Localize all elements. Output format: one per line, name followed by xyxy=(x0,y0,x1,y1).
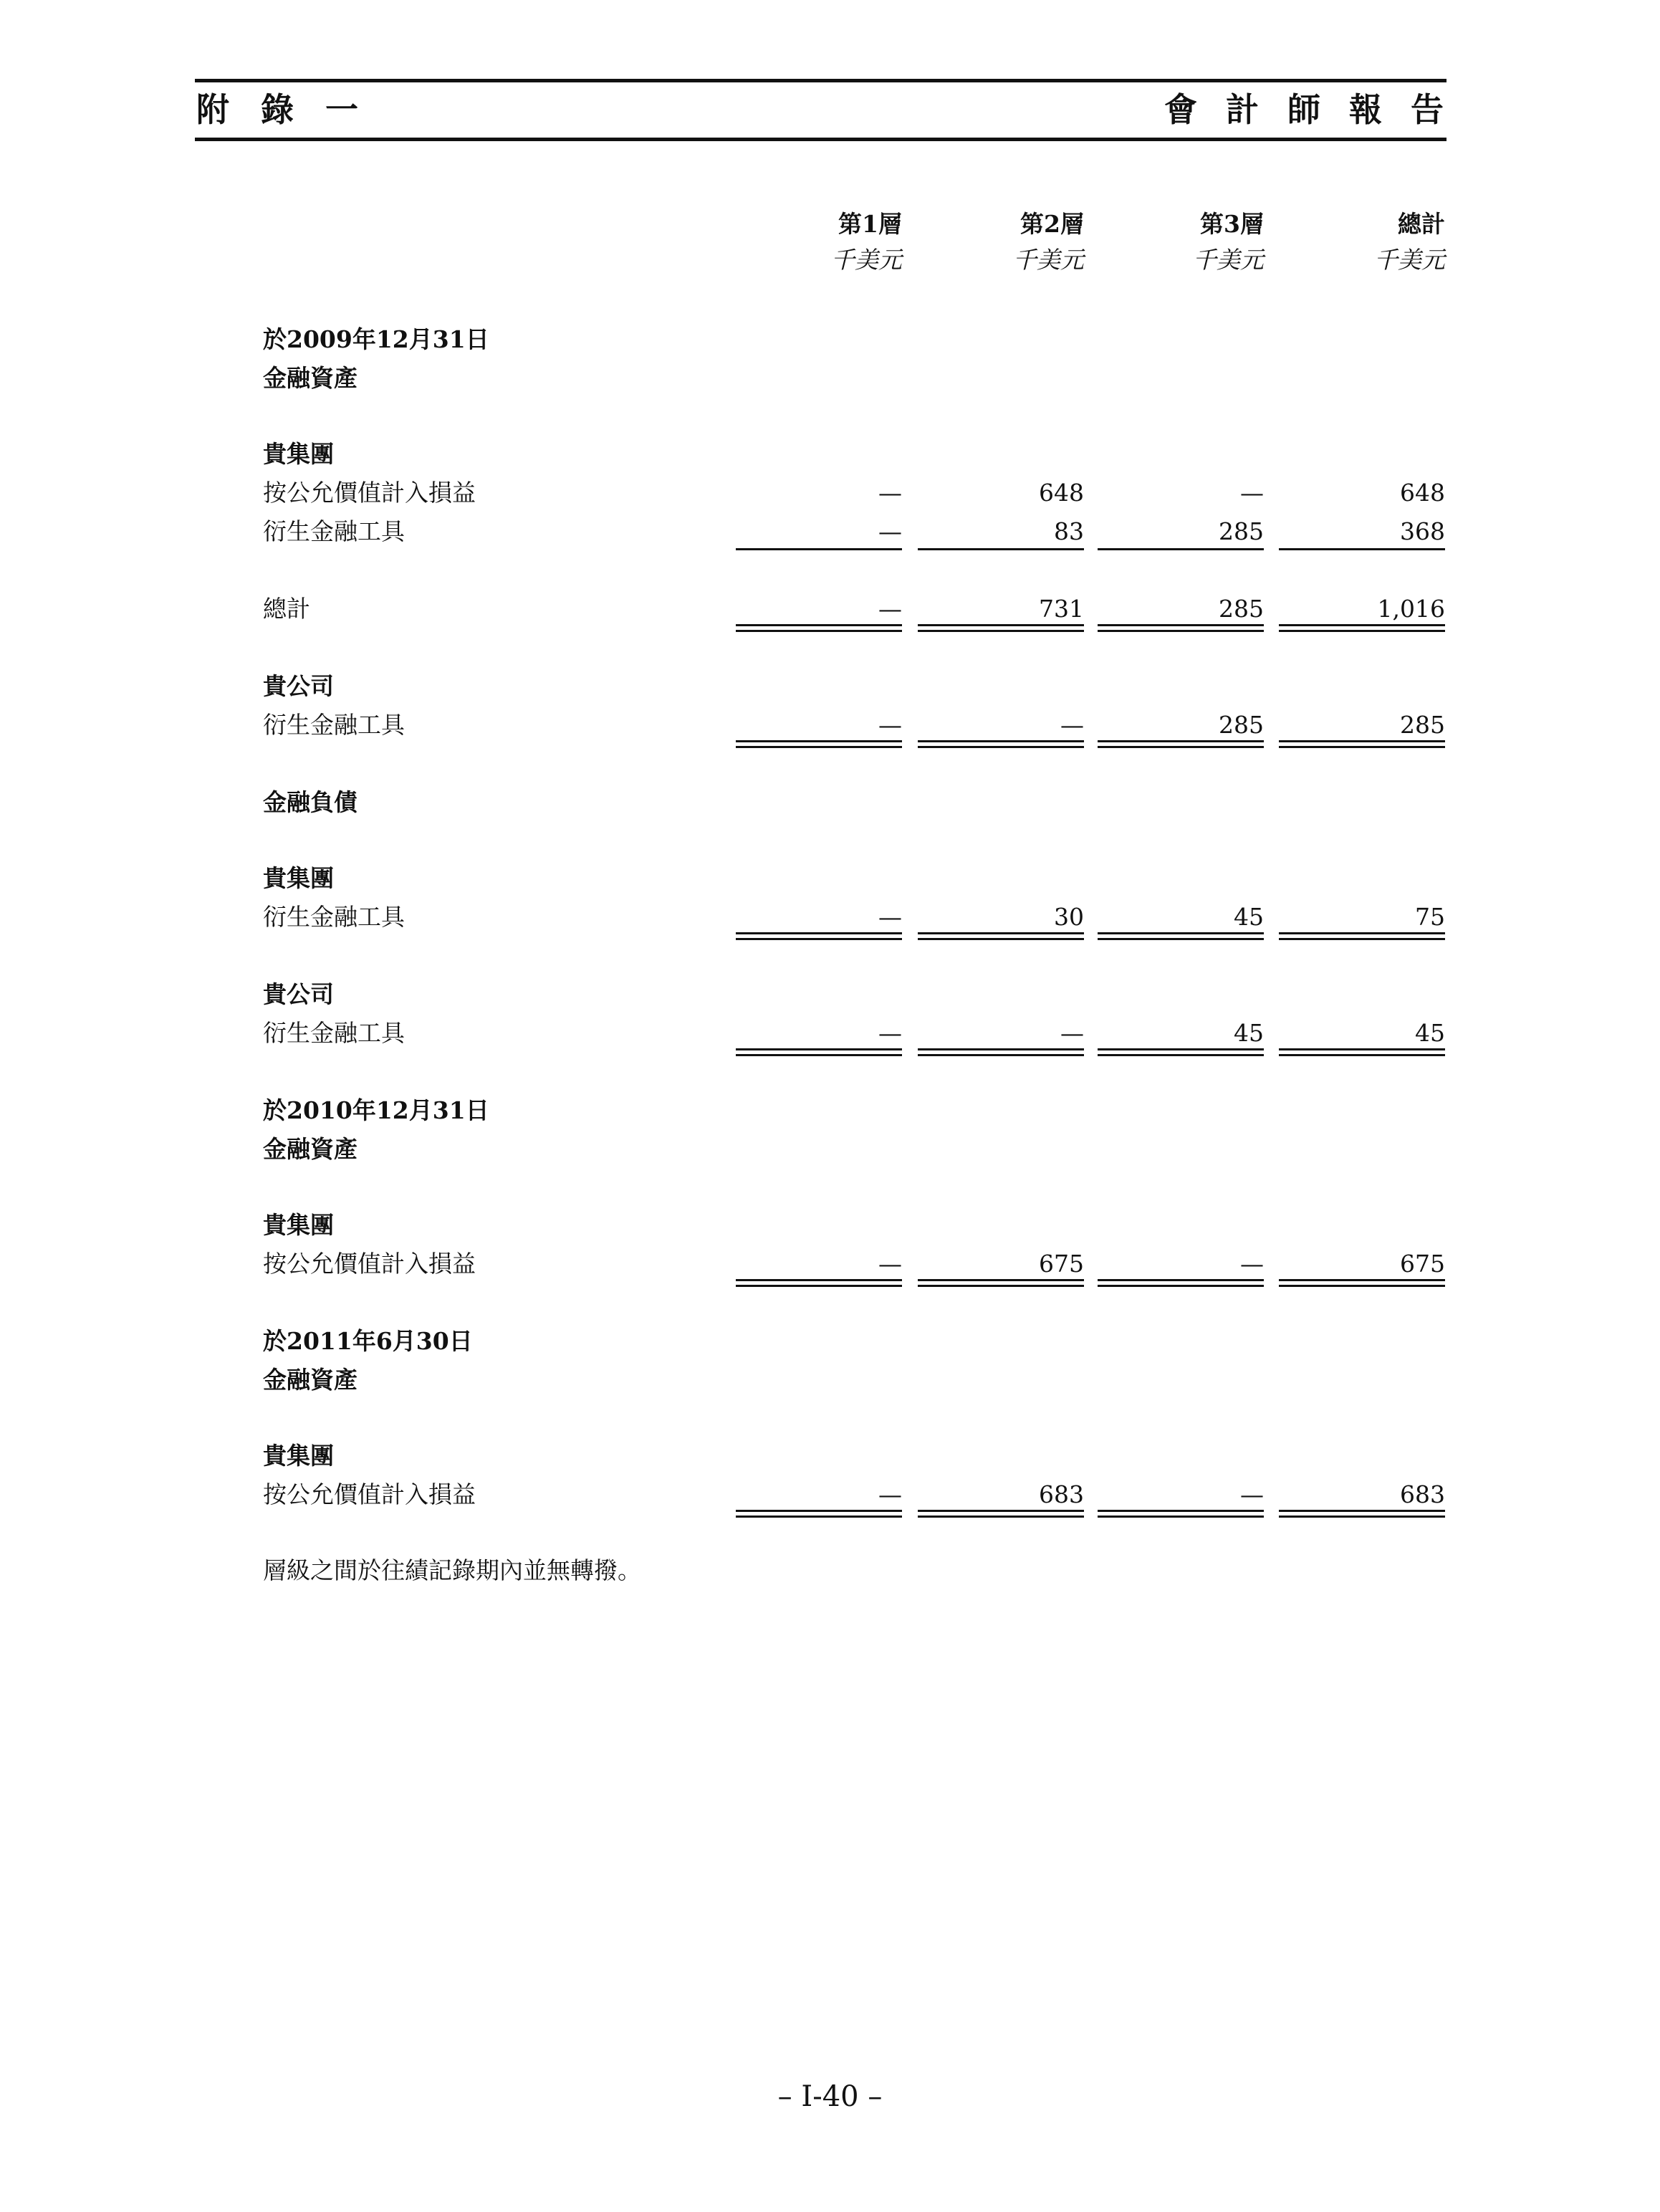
cell-level2: 675 xyxy=(1039,1250,1084,1278)
cell-level2: 731 xyxy=(1039,595,1084,623)
entity-heading-group xyxy=(0,860,1660,897)
total-rule xyxy=(1098,1285,1264,1287)
total-rule xyxy=(736,746,902,748)
total-rule xyxy=(918,1516,1084,1518)
column-header-level3 xyxy=(1098,206,1264,278)
total-rule xyxy=(736,1516,902,1518)
cell-level1: — xyxy=(878,1250,902,1278)
date-label: 於2011年6月30日 xyxy=(263,1327,473,1355)
total-rule xyxy=(1098,1054,1264,1056)
total-rule xyxy=(1098,630,1264,632)
total-rule xyxy=(1279,1054,1445,1056)
table-row-total xyxy=(0,590,1660,628)
total-rule xyxy=(736,938,902,940)
section-label: 金融負債 xyxy=(263,788,358,816)
total-rule xyxy=(1279,1048,1445,1050)
table-row xyxy=(0,474,1660,512)
column-unit-label: 千美元 xyxy=(1013,246,1084,274)
total-rule xyxy=(736,932,902,934)
header-rule-bottom xyxy=(195,138,1446,141)
total-rule xyxy=(736,1510,902,1512)
row-label: 衍生金融工具 xyxy=(263,517,405,545)
cell-total: 1,016 xyxy=(1377,595,1445,623)
cell-level3: 285 xyxy=(1219,595,1264,623)
table-row xyxy=(0,1245,1660,1283)
entity-label: 貴公司 xyxy=(263,980,334,1008)
total-rule xyxy=(1098,624,1264,626)
total-rule xyxy=(1279,1510,1445,1512)
row-label: 總計 xyxy=(263,595,310,623)
table-row xyxy=(0,707,1660,744)
total-rule xyxy=(918,932,1084,934)
total-rule xyxy=(736,1279,902,1281)
cell-level3: 285 xyxy=(1219,517,1264,545)
cell-level3: 285 xyxy=(1219,711,1264,739)
total-rule xyxy=(1098,740,1264,742)
entity-heading-company xyxy=(0,668,1660,705)
total-rule xyxy=(1279,938,1445,940)
header-rule-top xyxy=(195,79,1446,82)
column-header-level1 xyxy=(736,206,902,278)
column-level-label: 總計 xyxy=(1398,210,1445,238)
column-header-total xyxy=(1279,206,1445,278)
page-number: – I-40 – xyxy=(777,2080,883,2113)
entity-label: 貴集團 xyxy=(263,864,334,892)
cell-level1: — xyxy=(878,479,902,507)
total-rule xyxy=(1279,630,1445,632)
table-row xyxy=(0,1476,1660,1513)
total-rule xyxy=(918,1279,1084,1281)
date-label: 於2010年12月31日 xyxy=(263,1096,489,1124)
total-rule xyxy=(1098,746,1264,748)
total-rule xyxy=(1098,938,1264,940)
entity-heading-company xyxy=(0,976,1660,1013)
total-rule xyxy=(1279,1516,1445,1518)
column-unit-label: 千美元 xyxy=(831,246,902,274)
subtotal-rule xyxy=(1098,548,1264,550)
date-heading-2011 xyxy=(0,1323,1660,1360)
cell-level2: 83 xyxy=(1054,517,1084,545)
cell-level2: 648 xyxy=(1039,479,1084,507)
cell-level1: — xyxy=(878,1480,902,1508)
cell-level2: 683 xyxy=(1039,1480,1084,1508)
total-rule xyxy=(918,1510,1084,1512)
cell-total: 285 xyxy=(1400,711,1445,739)
subtotal-rule xyxy=(1279,548,1445,550)
total-rule xyxy=(1279,932,1445,934)
cell-level3: 45 xyxy=(1234,903,1264,931)
entity-label: 貴集團 xyxy=(263,1211,334,1239)
total-rule xyxy=(1098,932,1264,934)
total-rule xyxy=(1279,624,1445,626)
section-heading-liabilities xyxy=(0,784,1660,821)
column-unit-label: 千美元 xyxy=(1193,246,1264,274)
total-rule xyxy=(918,740,1084,742)
cell-level2: 30 xyxy=(1054,903,1084,931)
cell-level3: — xyxy=(1240,1250,1264,1278)
total-rule xyxy=(1098,1510,1264,1512)
total-rule xyxy=(1279,1279,1445,1281)
cell-level1: — xyxy=(878,1019,902,1047)
total-rule xyxy=(736,1048,902,1050)
section-heading-assets xyxy=(0,1361,1660,1399)
total-rule xyxy=(736,740,902,742)
section-label: 金融資產 xyxy=(263,364,358,392)
total-rule xyxy=(736,624,902,626)
row-label: 按公允價值計入損益 xyxy=(263,1250,476,1278)
row-label: 衍生金融工具 xyxy=(263,711,405,739)
cell-total: 675 xyxy=(1400,1250,1445,1278)
cell-level1: — xyxy=(878,903,902,931)
cell-total: 648 xyxy=(1400,479,1445,507)
total-rule xyxy=(1098,1048,1264,1050)
cell-total: 683 xyxy=(1400,1480,1445,1508)
column-level-label: 第2層 xyxy=(1020,210,1084,238)
column-unit-label: 千美元 xyxy=(1374,246,1445,274)
total-rule xyxy=(918,746,1084,748)
section-label: 金融資產 xyxy=(263,1135,358,1163)
entity-label: 貴公司 xyxy=(263,672,334,700)
cell-level1: — xyxy=(878,711,902,739)
total-rule xyxy=(918,624,1084,626)
transfer-note: 層級之間於往績記錄期內並無轉撥。 xyxy=(263,1556,641,1584)
entity-heading-group xyxy=(0,1207,1660,1244)
cell-total: 45 xyxy=(1415,1019,1445,1047)
subtotal-rule xyxy=(736,548,902,550)
total-rule xyxy=(1279,1285,1445,1287)
row-label: 按公允價值計入損益 xyxy=(263,1480,476,1508)
total-rule xyxy=(1279,740,1445,742)
row-label: 衍生金融工具 xyxy=(263,903,405,931)
total-rule xyxy=(1098,1279,1264,1281)
date-label: 於2009年12月31日 xyxy=(263,325,489,353)
section-heading-assets xyxy=(0,1131,1660,1168)
subtotal-rule xyxy=(918,548,1084,550)
cell-total: 75 xyxy=(1415,903,1445,931)
entity-heading-group xyxy=(0,436,1660,473)
cell-level2: — xyxy=(1060,711,1084,739)
total-rule xyxy=(918,1054,1084,1056)
report-title: 會 計 師 報 告 xyxy=(1164,90,1452,129)
cell-level3: — xyxy=(1240,479,1264,507)
section-heading-assets xyxy=(0,360,1660,397)
row-label: 按公允價值計入損益 xyxy=(263,479,476,507)
column-level-label: 第1層 xyxy=(838,210,902,238)
row-label: 衍生金融工具 xyxy=(263,1019,405,1047)
cell-level1: — xyxy=(878,517,902,545)
table-row xyxy=(0,513,1660,550)
table-row xyxy=(0,1015,1660,1052)
appendix-title: 附 錄 一 xyxy=(196,90,369,129)
total-rule xyxy=(918,1285,1084,1287)
cell-total: 368 xyxy=(1400,517,1445,545)
cell-level1: — xyxy=(878,595,902,623)
total-rule xyxy=(736,1285,902,1287)
total-rule xyxy=(918,1048,1084,1050)
total-rule xyxy=(1098,1516,1264,1518)
cell-level2: — xyxy=(1060,1019,1084,1047)
cell-level3: — xyxy=(1240,1480,1264,1508)
date-heading-2009 xyxy=(0,321,1660,358)
total-rule xyxy=(736,630,902,632)
total-rule xyxy=(918,630,1084,632)
column-header-level2 xyxy=(918,206,1084,278)
total-rule xyxy=(1279,746,1445,748)
cell-level3: 45 xyxy=(1234,1019,1264,1047)
date-heading-2010 xyxy=(0,1092,1660,1129)
section-label: 金融資產 xyxy=(263,1366,358,1394)
entity-label: 貴集團 xyxy=(263,1442,334,1470)
total-rule xyxy=(918,938,1084,940)
column-level-label: 第3層 xyxy=(1200,210,1264,238)
entity-label: 貴集團 xyxy=(263,440,334,468)
total-rule xyxy=(736,1054,902,1056)
table-row xyxy=(0,899,1660,936)
entity-heading-group xyxy=(0,1437,1660,1475)
